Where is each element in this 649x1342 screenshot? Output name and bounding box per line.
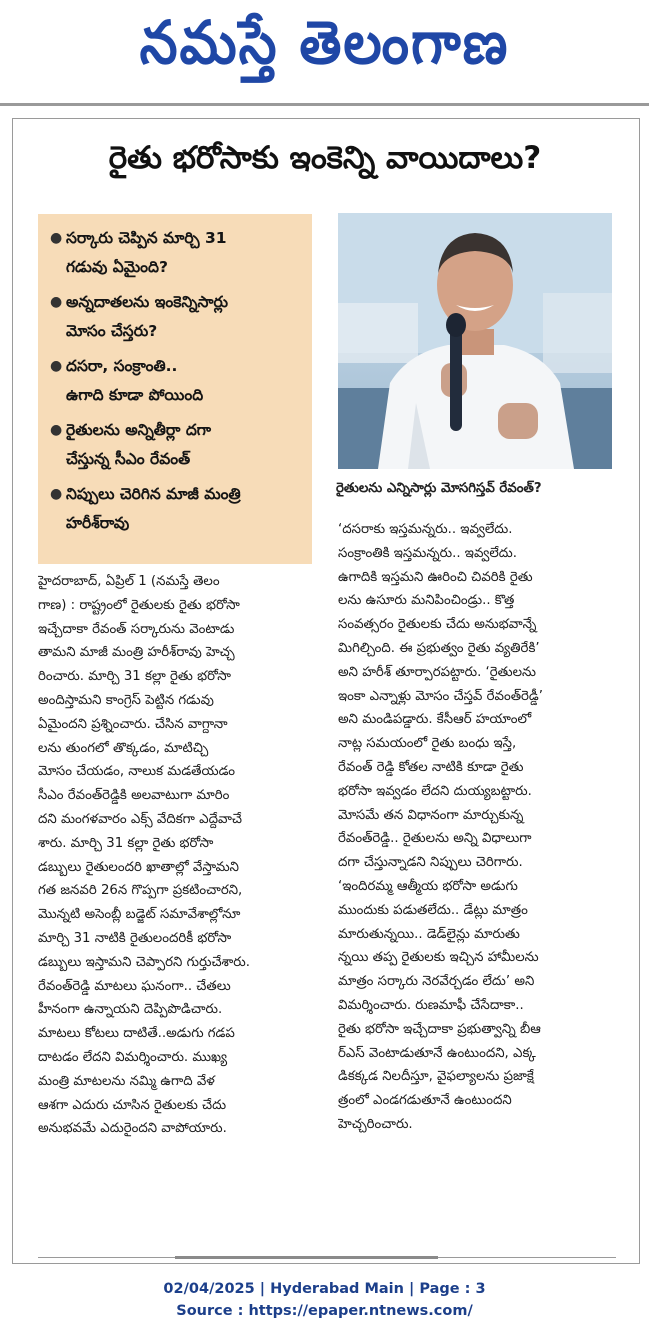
body-line: న్నయి తప్ప రైతులకు ఇచ్చిన హామీలను <box>338 950 539 966</box>
body-line: అని హరీశ్ తూర్పారపట్టారు. ‘రైతులను <box>338 664 536 680</box>
body-line: రేవంత్‌రెడ్డి మాటలు ఘనంగా.. చేతలు <box>38 978 231 994</box>
body-column-left <box>38 570 320 1141</box>
highlight-line: నిప్పులు చెరిగిన మాజీ మంత్రి <box>66 485 241 503</box>
body-line: హీనంగా ఉన్నాయని దెప్పిపొడిచారు. <box>38 1002 223 1018</box>
body-line: ఉగాదికి ఇస్తమని ఊరించి చివరికి రైతు <box>338 569 533 585</box>
masthead-divider <box>0 103 649 106</box>
body-line: దాటడం లేదని విమర్శించారు. ముఖ్య <box>38 1049 228 1065</box>
highlight-line: దసరా, సంక్రాంతి.. <box>66 357 178 375</box>
body-line: డబ్బులు ఇస్తామని చెప్పారని గుర్తుచేశారు. <box>38 954 250 970</box>
body-line: సంక్రాంతికి ఇస్తమన్నరు.. ఇవ్వలేదు. <box>338 545 517 561</box>
highlight-line: గడువు ఏమైంది? <box>66 258 168 276</box>
highlight-line: చేస్తున్న సీఎం రేవంత్ <box>66 450 191 468</box>
body-line: రేవంత్ రెడ్డి కోతల నాటికి కూడా రైతు <box>338 759 524 775</box>
body-line: డికక్కడ నిలదీస్తూ, వైఫల్యాలను ప్రజాక్షే <box>338 1069 534 1085</box>
body-line: లను ఉసూరు మనిపించిండ్రు.. కొత్త <box>338 593 515 609</box>
highlight-item <box>50 288 306 346</box>
body-line: అందిస్తామని కాంగ్రెస్ పెట్టిన గడువు <box>38 692 214 708</box>
body-line: ఇంకా ఎన్నాళ్లు మోసం చేస్తవ్ రేవంత్‌రెడ్డీ’ <box>338 688 543 704</box>
body-line: ఇచ్చేదాకా రేవంత్ సర్కారును వెంటాడు <box>38 621 235 637</box>
highlight-line: మోసం చేస్తరు? <box>66 322 158 340</box>
bullet-icon: ● <box>50 230 63 246</box>
body-line: తామని మాజీ మంత్రి హరీశ్‌రావు హెచ్చ <box>38 645 235 661</box>
body-line: మార్చి 31 నాటికి రైతులందరికీ భరోసా <box>38 930 232 946</box>
footer-edition-info: 02/04/2025 | Hyderabad Main | Page : 3 <box>163 1281 486 1297</box>
body-line: శారు. మార్చి 31 కల్లా రైతు భరోసా <box>38 835 214 851</box>
footer <box>0 1278 649 1322</box>
body-line: అనుభవమే ఎదురైందని వాపోయారు. <box>38 1121 227 1137</box>
article-headline: రైతు భరోసాకు ఇంకెన్ని వాయిదాలు? <box>108 140 542 176</box>
bullet-icon: ● <box>50 358 63 374</box>
article-end-rule-accent <box>175 1256 438 1259</box>
body-line: హెచ్చరించారు. <box>338 1116 413 1132</box>
body-line: మంత్రి మాటలను నమ్మి ఉగాది వేళ <box>38 1073 215 1089</box>
body-line: రించారు. మార్చి 31 కల్లా రైతు భరోసా <box>38 669 231 685</box>
body-line: గత జనవరి 26న గొప్పగా ప్రకటించారని, <box>38 883 243 899</box>
photo-caption: రైతులను ఎన్నిసార్లు మోసగిస్తవ్ రేవంత్? <box>336 481 542 496</box>
body-line: ముందుకు పడుతలేదు.. డేట్లు మాత్రం <box>338 902 528 918</box>
body-line: మిగిల్చింది. ఈ ప్రభుత్వం రైతు వ్యతిరేకి’ <box>338 640 540 656</box>
body-line: త్రంలో ఎండగడుతూనే ఉంటుందని <box>338 1093 512 1109</box>
body-line: దని మంగళవారం ఎక్స్ వేదికగా ఎద్దేవాచే <box>38 811 243 827</box>
body-line: హైదరాబాద్, ఏప్రిల్ 1 (నమస్తే తెలం <box>38 574 220 589</box>
bullet-icon: ● <box>50 294 63 310</box>
body-column-right <box>338 518 616 1137</box>
body-line: దగా చేస్తున్నాడని నిప్పులు చెరిగారు. <box>338 855 523 871</box>
body-line: మారుతున్నయి.. డెడ్‌లైన్లు మారుతు <box>338 926 520 942</box>
speaker-photo <box>338 213 612 469</box>
body-line: ‘ఇందిరమ్మ ఆత్మీయ భరోసా అడుగు <box>338 878 518 894</box>
body-line: రైతు భరోసా ఇచ్చేదాకా ప్రభుత్వాన్ని బీఆ <box>338 1021 541 1037</box>
highlight-item <box>50 352 306 410</box>
body-line: ‘దసరాకు ఇస్తమన్నరు.. ఇవ్వలేదు. <box>338 522 513 537</box>
body-line: రేవంత్‌రెడ్డి.. రైతులను అన్ని విధాలుగా <box>338 831 532 847</box>
body-line: మొన్నటి అసెంబ్లీ బడ్జెట్ సమావేశాల్లోనూ <box>38 907 241 923</box>
highlight-item <box>50 416 306 474</box>
body-line: ఆశగా ఎదురు చూసిన రైతులకు చేదు <box>38 1097 227 1113</box>
body-line: నాట్ల సమయంలో రైతు బంధు ఇస్తే, <box>338 736 517 752</box>
body-line: మాత్రం సర్కారు నెరవేర్చడం లేదు’ అని <box>338 974 535 990</box>
body-line: విమర్శించారు. రుణమాఫీ చేసేదాకా.. <box>338 997 524 1013</box>
body-line: ర్ఎస్ వెంటాడుతూనే ఉంటుందని, ఎక్క <box>338 1045 536 1061</box>
body-line: మాటలు కోటలు దాటితే..అడుగు గడప <box>38 1026 235 1042</box>
highlight-item <box>50 480 306 538</box>
highlight-line: ఉగాది కూడా పోయింది <box>66 386 204 404</box>
body-line: లను తుంగలో తొక్కడం, మాటిచ్చి <box>38 740 209 756</box>
highlights-box <box>38 214 312 564</box>
masthead-title: నమస్తే తెలంగాణ <box>139 7 510 78</box>
highlight-line: హరీశ్‌రావు <box>66 514 130 532</box>
body-line: ఏమైందని ప్రశ్నించారు. చేసిన వాగ్దానా <box>38 716 228 732</box>
body-line: భరోసా ఇవ్వడం లేదని దుయ్యబట్టారు. <box>338 783 532 799</box>
body-line: సీఎం రేవంత్‌రెడ్డికి అలవాటుగా మారిం <box>38 788 230 804</box>
body-line: అని మండిపడ్డారు. కేసీఆర్ హయాంలో <box>338 712 532 728</box>
body-line: గాణ) : రాష్ట్రంలో రైతులకు రైతు భరోసా <box>38 597 240 613</box>
body-line: మోసమే తన విధానంగా మార్చుకున్న <box>338 807 524 823</box>
highlight-line: రైతులను అన్నితీర్లా దగా <box>66 421 212 439</box>
highlight-line: అన్నదాతలను ఇంకెన్నిసార్లు <box>66 293 229 311</box>
body-line: మోసం చేయడం, నాలుక మడతేయడం <box>38 764 236 780</box>
highlight-item <box>50 224 306 282</box>
bullet-icon: ● <box>50 486 63 502</box>
footer-source-link[interactable]: Source : https://epaper.ntnews.com/ <box>176 1303 473 1319</box>
masthead <box>0 0 649 100</box>
body-line: సంవత్సరం రైతులకు చేదు అనుభవాన్నే <box>338 617 537 633</box>
highlight-line: సర్కారు చెప్పిన మార్చి 31 <box>66 229 227 247</box>
body-line: డబ్బులు రైతులందరి ఖాతాల్లో వేస్తామని <box>38 859 240 875</box>
bullet-icon: ● <box>50 422 63 438</box>
speaker-illustration <box>338 213 612 469</box>
